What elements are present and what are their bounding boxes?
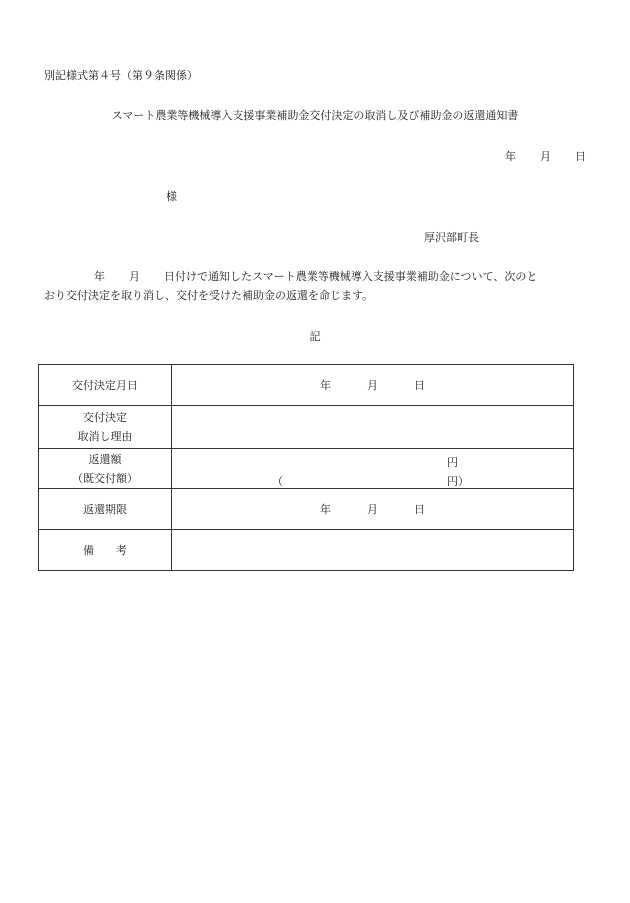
remarks-label: [39, 530, 172, 571]
deadline-year: 年: [320, 503, 331, 516]
body-year: 年: [94, 270, 105, 283]
body-month: 月: [129, 270, 140, 283]
remarks-value: [172, 530, 574, 571]
decision-date-day: 日: [414, 379, 425, 392]
deadline-day: 日: [414, 503, 425, 516]
amount-label: [39, 449, 172, 489]
notice-body-line-2: おり交付決定を取り消し、交付を受けた補助金の返還を命じます。: [44, 289, 374, 302]
decision-date-year: 年: [320, 379, 331, 392]
deadline-label: 返還期限: [39, 489, 172, 530]
body-line1-rest: 日付けで通知したスマート農業等機械導入支援事業補助金について、次のと: [164, 270, 538, 283]
table-row-amount: [39, 449, 574, 489]
notice-body-line-1: [44, 267, 589, 286]
deadline-month: 月: [367, 503, 378, 516]
decision-date-value: [172, 365, 574, 406]
paid-yen-close: 円）: [447, 475, 469, 488]
table-row-deadline: [39, 489, 574, 530]
cancel-reason-value: [172, 406, 574, 449]
table-row-cancel-reason: [39, 406, 574, 449]
amount-label-line-1: 返還額: [88, 452, 122, 466]
amount-value: [172, 449, 574, 489]
amount-label-line-2: （既交付額）: [72, 471, 138, 485]
date-year: 年: [505, 150, 516, 163]
date-month: 月: [540, 150, 551, 163]
decision-date-label: 交付決定月日: [39, 365, 172, 406]
deadline-value: [172, 489, 574, 530]
document-title: スマート農業等機械導入支援事業補助金交付決定の取消し及び補助金の返還通知書: [111, 109, 519, 122]
refund-yen: 円: [447, 456, 458, 469]
cancel-reason-label: [39, 406, 172, 449]
cancel-reason-label-line-2: 取消し理由: [77, 430, 133, 443]
form-reference: 別記様式第４号（第９条関係）: [44, 69, 198, 82]
paid-paren-open: （: [272, 475, 283, 488]
cancel-reason-label-line-1: 交付決定: [83, 411, 127, 424]
remarks-label-char-1: 備: [83, 543, 94, 557]
ki-heading: 記: [309, 330, 321, 343]
issue-date-line: [505, 148, 586, 164]
issuer-name: 厚沢部町長: [424, 231, 479, 244]
table-row-remarks: [39, 530, 574, 571]
date-day: 日: [575, 150, 586, 163]
table-row-decision-date: [39, 365, 574, 406]
decision-date-month: 月: [367, 379, 378, 392]
detail-table: [38, 364, 574, 571]
remarks-label-char-2: 考: [116, 543, 127, 557]
addressee-suffix: 様: [166, 190, 177, 203]
notice-body: [44, 267, 589, 305]
